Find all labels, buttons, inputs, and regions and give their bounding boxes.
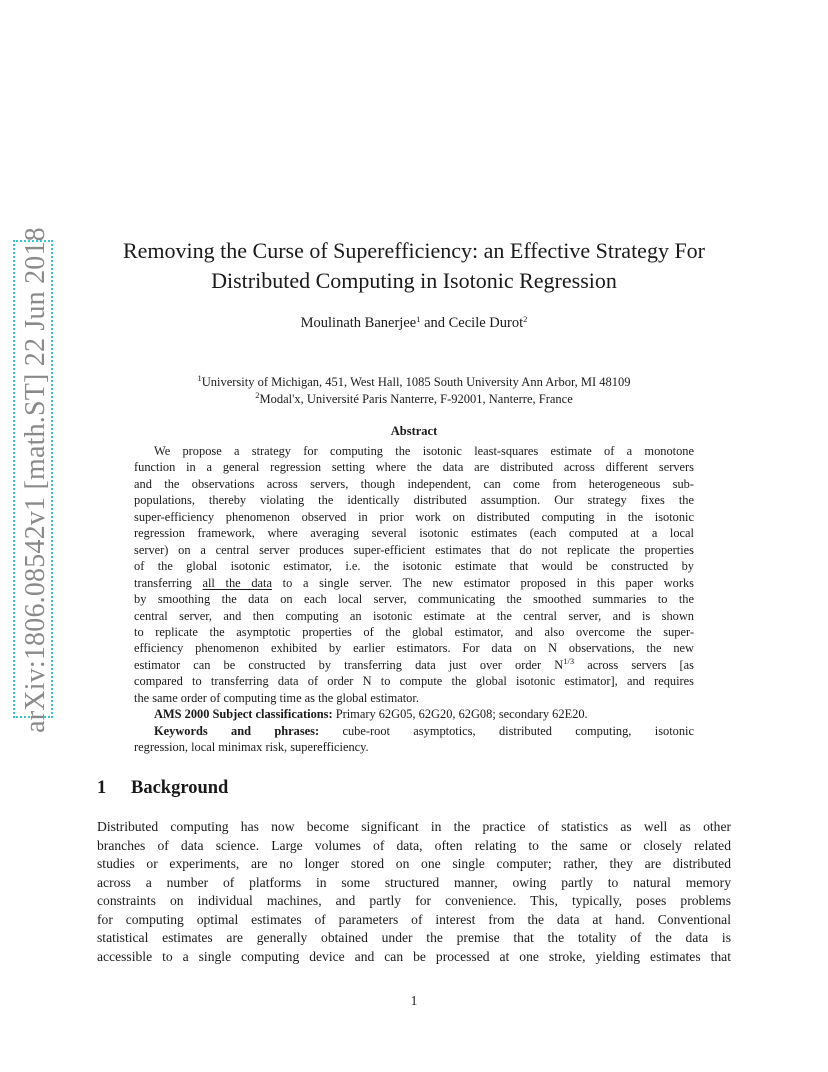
abstract-line: server) on a central server produces super-efficient estimates that do not replicate the properties xyxy=(134,542,694,557)
affiliation-marker: 1 xyxy=(416,314,421,324)
affiliation-marker: 2 xyxy=(523,314,528,324)
body-line: across a number of platforms in some structured manner, owing partly to natural memory xyxy=(97,874,731,890)
affiliation-line xyxy=(60,391,768,408)
affiliation-text: University of Michigan, 451, West Hall, 1085 South University Ann Arbor, MI 48109 xyxy=(201,375,631,389)
abstract-text: across servers [as xyxy=(574,657,694,672)
ams-label: AMS 2000 Subject classifications: xyxy=(154,707,333,722)
abstract-line: efficiency phenomenon exhibited by earlier estimators. For data on N observations, the new xyxy=(134,641,694,656)
exponent: 1/3 xyxy=(563,655,575,666)
author-conjunction: and xyxy=(424,315,445,331)
body-line: accessible to a single computing device and can be processed at one stroke, yielding estimates that xyxy=(97,948,731,964)
abstract-line: by smoothing the data on each local server, communicating the smoothed summaries to the xyxy=(134,592,694,607)
affiliation-marker: 2 xyxy=(255,390,260,400)
body-line: constraints on individual machines, and partly for convenience. This, typically, poses problems xyxy=(97,893,731,908)
abstract-line: We propose a strategy for computing the isotonic least-squares estimate of a monotone xyxy=(154,444,694,458)
page-number: 1 xyxy=(410,993,418,1008)
abstract-line: compared to transferring data of order N to compute the global isotonic estimator], and requires xyxy=(134,674,694,689)
abstract-line: regression framework, where averaging several isotonic estimates (each computed at a local xyxy=(134,526,694,541)
abstract-line: the same order of computing time as the global estimator. xyxy=(134,690,419,705)
abstract-line: and the observations across servers, though independent, can come from heterogeneous sub- xyxy=(134,476,694,491)
section-body xyxy=(97,818,731,966)
body-line: statistical estimates are generally obtained under the premise that the totality of the data is xyxy=(97,930,731,945)
abstract-text: to a single server. The new estimator proposed in this paper works xyxy=(271,575,694,590)
abstract-line: central server, and then computing an isotonic estimate at the central server, and is shown xyxy=(134,608,694,623)
ams-codes: Primary 62G05, 62G20, 62G08; secondary 62E20. xyxy=(332,707,588,722)
abstract-line xyxy=(134,657,694,673)
affiliation-text: Modal'x, Université Paris Nanterre, F-92001, Nanterre, France xyxy=(259,392,573,406)
abstract-line: to replicate the asymptotic properties of the global estimator, and also overcome the super- xyxy=(134,624,694,639)
abstract-text: transferring xyxy=(134,575,203,590)
paper-title xyxy=(60,236,768,296)
abstract-body xyxy=(134,443,694,756)
affiliation-line xyxy=(60,374,768,391)
body-line: branches of data science. Large volumes of data, often relating to the same or closely related xyxy=(97,837,731,853)
section-heading xyxy=(97,778,228,799)
body-line: studies or experiments, are no longer stored on one single computer; rather, they are distributed xyxy=(97,856,731,871)
abstract-line: of the global isotonic estimator, i.e. the isotonic estimate that would be constructed by xyxy=(134,559,694,574)
author-list xyxy=(60,315,768,332)
affiliation-marker: 1 xyxy=(197,373,202,383)
keywords-continuation: regression, local minimax risk, superefficiency. xyxy=(134,740,369,755)
underlined-phrase: all the data xyxy=(202,575,272,590)
abstract-line: super-efficiency phenomenon observed in prior work on distributed computing in the isotonic xyxy=(134,509,694,524)
keywords-label: Keywords and phrases: xyxy=(154,723,320,738)
title-line-1: Removing the Curse of Superefficiency: an Effective Strategy For xyxy=(122,238,706,263)
abstract-line: populations, thereby violating the identically distributed assumption. Our strategy fixes the xyxy=(134,493,694,508)
title-line-2: Distributed Computing in Isotonic Regression xyxy=(211,268,617,293)
keywords xyxy=(134,723,694,739)
arxiv-identifier[interactable]: arXiv:1806.08542v1 [math.ST] 22 Jun 2018 xyxy=(20,227,51,733)
abstract-line xyxy=(134,575,694,591)
body-line: Distributed computing has now become significant in the practice of statistics as well as other xyxy=(97,819,731,834)
affiliations xyxy=(60,374,768,408)
section-number: 1 xyxy=(97,778,107,798)
abstract-text: estimator can be constructed by transferring data just over order N xyxy=(134,657,564,672)
abstract-line: function in a general regression setting where the data are distributed across different servers xyxy=(134,460,694,475)
section-title: Background xyxy=(131,778,229,798)
author-name: Cecile Durot xyxy=(448,315,524,331)
body-line: for computing optimal estimates of parameters of interest from the data at hand. Conventional xyxy=(97,911,731,927)
abstract-heading: Abstract xyxy=(390,424,438,438)
keywords-text: cube-root asymptotics, distributed computing, isotonic xyxy=(342,723,694,738)
ams-classification xyxy=(134,706,694,722)
author-name: Moulinath Banerjee xyxy=(300,315,417,331)
